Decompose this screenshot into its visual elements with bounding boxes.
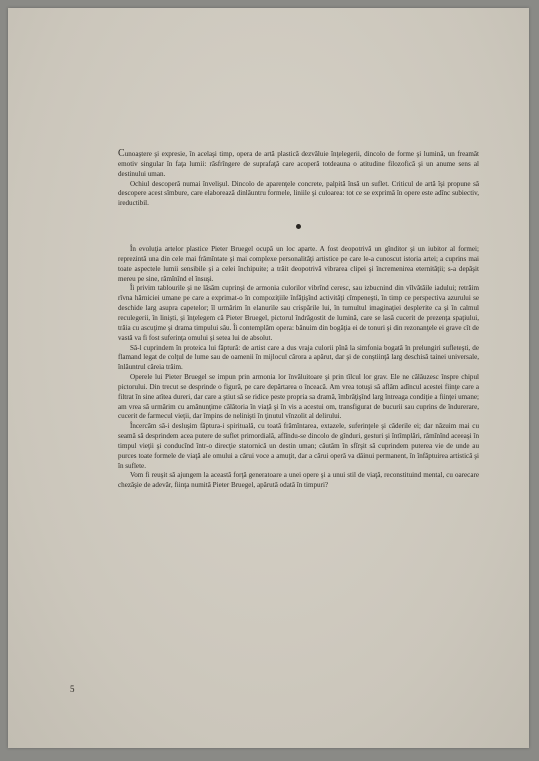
body-paragraph-6: Vom fi reuşit să ajungem la această forţă generatoare a unei opere şi a unui stil de viaţă, reconstituind mental, cu oarecare chezăşie de adevăr, fiinţa numită Pieter Bruegel, apărută odată în timpuri? bbox=[118, 471, 479, 490]
intro-paragraph-2: Ochiul descoperă numai învelişul. Dincolo de aparenţele concrete, palpită însă un suflet. Criticul de artă îşi propune să descopere acest sîmbure, care elaborează dinlăuntru formele, liniile şi culoarea: tot ce se exprimă în opere este adînc subiectiv, ireductibil. bbox=[118, 179, 479, 208]
body-paragraph-5: Încercăm să-i desluşim făptura-i spirituală, cu toată frămîntarea, extazele, suferinţele şi căderile ei; dar năzuim mai cu seamă să desprindem acea putere de suflet primordială, aflîndu-se dincolo de gînduri, gesturi şi întîmplări, rămînînd aceeaşi în timpul vieţii şi conducînd într-o direcţie statornică un destin uman; căutăm în sfîrşit să cuprindem puterea vie de unde au purces toate formele de viaţă ale omului a cărui voce a amuţit, dar a cărui operă va dăinui permanent, în înfăptuirea artistică şi în suflete. bbox=[118, 422, 479, 470]
page-number: 5 bbox=[70, 684, 75, 694]
intro-paragraph-1 bbox=[118, 150, 479, 180]
body-paragraph-1: În evoluţia artelor plastice Pieter Bruegel ocupă un loc aparte. A fost deopotrivă un gînditor şi un iubitor al formei; reprezintă una din cele mai frămîntate şi mai complexe personalităţi artistice pe care le-a cunoscut istoria artei; a cuprins mai toate aspectele lumii sensibile şi a celei închipuite; a trăit deopotrivă vibrarea clipei şi încremenirea eternităţii; s-a depăşit mereu pe sine, rămînînd el însuşi. bbox=[118, 245, 479, 283]
drop-cap: C bbox=[118, 148, 125, 159]
body-paragraph-3: Să-l cuprindem în proteica lui făptură: de artist care a dus vraja culorii pînă la simfonia bogată în prelungiri sufleteşti, de flamand legat de colţul de lume sau de oamenii în mijlocul cărora a apărut, dar şi de conştiinţă larg deschisă tainei universale, înlăuntrul căreia trăim. bbox=[118, 343, 479, 372]
body-paragraph-4: Operele lui Pieter Bruegel se impun prin armonia lor învăluitoare şi prin tîlcul lor grav. Ele ne călăuzesc înspre chipul pictorului. Din trecut se desprinde o figură, pe care depărtarea o înceacă. Am vrea totuşi să aflăm adîncul acestei fiinţe care a filtrat în sine atîtea dureri, dar care a ştiut să se ridice peste propria sa dramă, îmbrăţişînd larg întreaga condiţie a fiinţei umane; am vrea să urmărim cu amănunţime călătoria în viaţă şi în vis a acestui om, transfigurat de bucurii sau cuprins de îndurerare, cucerit de farmecul vieţii, dar împins de nelinişti în ţinutul vînzolit al delirului. bbox=[118, 373, 479, 421]
bullet-icon bbox=[296, 224, 301, 229]
intro-paragraph-1-text: unoaştere şi expresie, în acelaşi timp, opera de artă plastică dezvăluie înţelegerii, dincolo de forme şi lumină, un freamăt emotiv singular în faţa lumii: răsfrîngere de suprafaţă care acoperă totdeauna o atitudine filozofică şi un anume sens al destinului uman. bbox=[118, 150, 479, 178]
body-paragraph-2: Îi privim tablourile şi ne lăsăm cuprinşi de armonia culorilor vibrînd ceresc, sau izbucnind din vîlvătăile iadului; retrăim rîvna hărniciei umane pe care a exprimat-o în compoziţiile înfăţişînd activităţi cîmpeneşti, în timp ce perspectiva azurului se deschide larg asupra capetelor; îl urmărim în elanurile sau crispările lui, în tumultul imaginaţiei desplетite ca şi în calmul reculegerii, în linişti, şi înţelegem că Pieter Bruegel, pictorul îndrăgostit de lumină, care se lasă cucerit de prezenţa spaţiului, trăia cu ascuţime şi drama timpului său. Îi contemplăm opera: bănuim din bogăţia ei de tonuri şi din rezonanţele ei grave cît de vastă va fi fost suferinţa omului şi setea lui de absolut. bbox=[118, 284, 479, 342]
section-separator-bullet bbox=[118, 223, 479, 233]
page-sheet bbox=[8, 8, 529, 748]
text-column bbox=[118, 150, 479, 491]
